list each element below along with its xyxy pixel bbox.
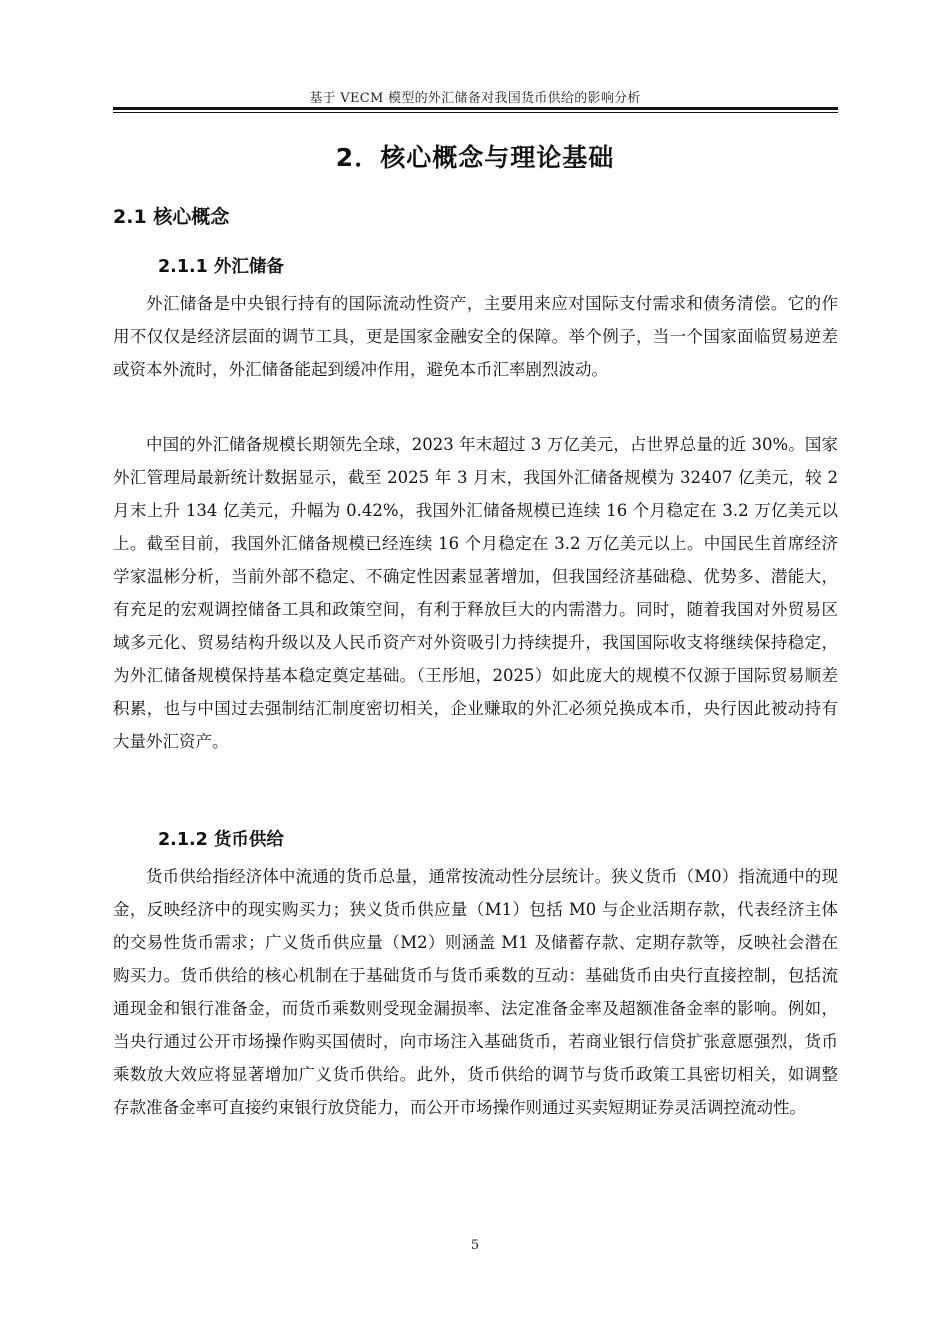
paragraph-reserves-scale: 中国的外汇储备规模长期领先全球，2023 年末超过 3 万亿美元，占世界总量的近 30%。国家外汇管理局最新统计数据显示，截至 2025 年 3 月末，我国外汇储备规模为 32407 亿美元，较 2 月末上升 134 亿美元，升幅为 0.42%，我国外汇储备规模已连续 16 个月稳定在 3.2 万亿美元以上。截至目前，我国外汇储备规模已经连续 16 个月稳定在 3.2 万亿美元以上。中国民生首席经济学家温彬分析，当前外部不稳定、不确定性因素显著增加，但我国经济基础稳、优势多、潜能大，有充足的宏观调控储备工具和政策空间，有利于释放巨大的内需潜力。同时，随着我国对外贸易区域多元化、贸易结构升级以及人民币资产对外资吸引力持续提升，我国国际收支将继续保持稳定，为外汇储备规模保持基本稳定奠定基础。（王彤旭，2025）如此庞大的规模不仅源于国际贸易顺差积累，也与中国过去强制结汇制度密切相关，企业赚取的外汇必须兑换成本币，央行因此被动持有大量外汇资产。 (113, 435, 838, 751)
header-rule-thin (113, 112, 838, 113)
paragraph-money-supply: 货币供给指经济体中流通的货币总量，通常按流动性分层统计。狭义货币（M0）指流通中的现金，反映经济中的现实购买力；狭义货币供应量（M1）包括 M0 与企业活期存款，代表经济主体的交易性货币需求；广义货币供应量（M2）则涵盖 M1 及储蓄存款、定期存款等，反映社会潜在购买力。货币供给的核心机制在于基础货币与货币乘数的互动：基础货币由央行直接控制，包括流通现金和银行准备金，而货币乘数则受现金漏损率、法定准备金率及超额准备金率的影响。例如，当央行通过公开市场操作购买国债时，向市场注入基础货币，若商业银行信贷扩张意愿强烈，货币乘数放大效应将显著增加广义货币供给。此外，货币供给的调节与货币政策工具密切相关，如调整存款准备金率可直接约束银行放贷能力，而公开市场操作则通过买卖短期证券灵活调控流动性。 (113, 867, 838, 1117)
page-number: 5 (470, 1238, 480, 1253)
subsection-title-foreign-reserves: 2.1.1 外汇储备 (158, 257, 284, 277)
section-title: 2.1 核心概念 (113, 206, 230, 228)
paragraph-reserves-definition: 外汇储备是中央银行持有的国际流动性资产，主要用来应对国际支付需求和债务清偿。它的作用不仅仅是经济层面的调节工具，更是国家金融安全的保障。举个例子，当一个国家面临贸易逆差或资本外流时，外汇储备能起到缓冲作用，避免本币汇率剧烈波动。 (113, 294, 838, 379)
header-rule-thick (113, 107, 838, 110)
subsection-title-money-supply: 2.1.2 货币供给 (158, 830, 284, 850)
running-header: 基于 VECM 模型的外汇储备对我国货币供给的影响分析 (309, 91, 641, 106)
chapter-title: 2．核心概念与理论基础 (335, 143, 615, 172)
